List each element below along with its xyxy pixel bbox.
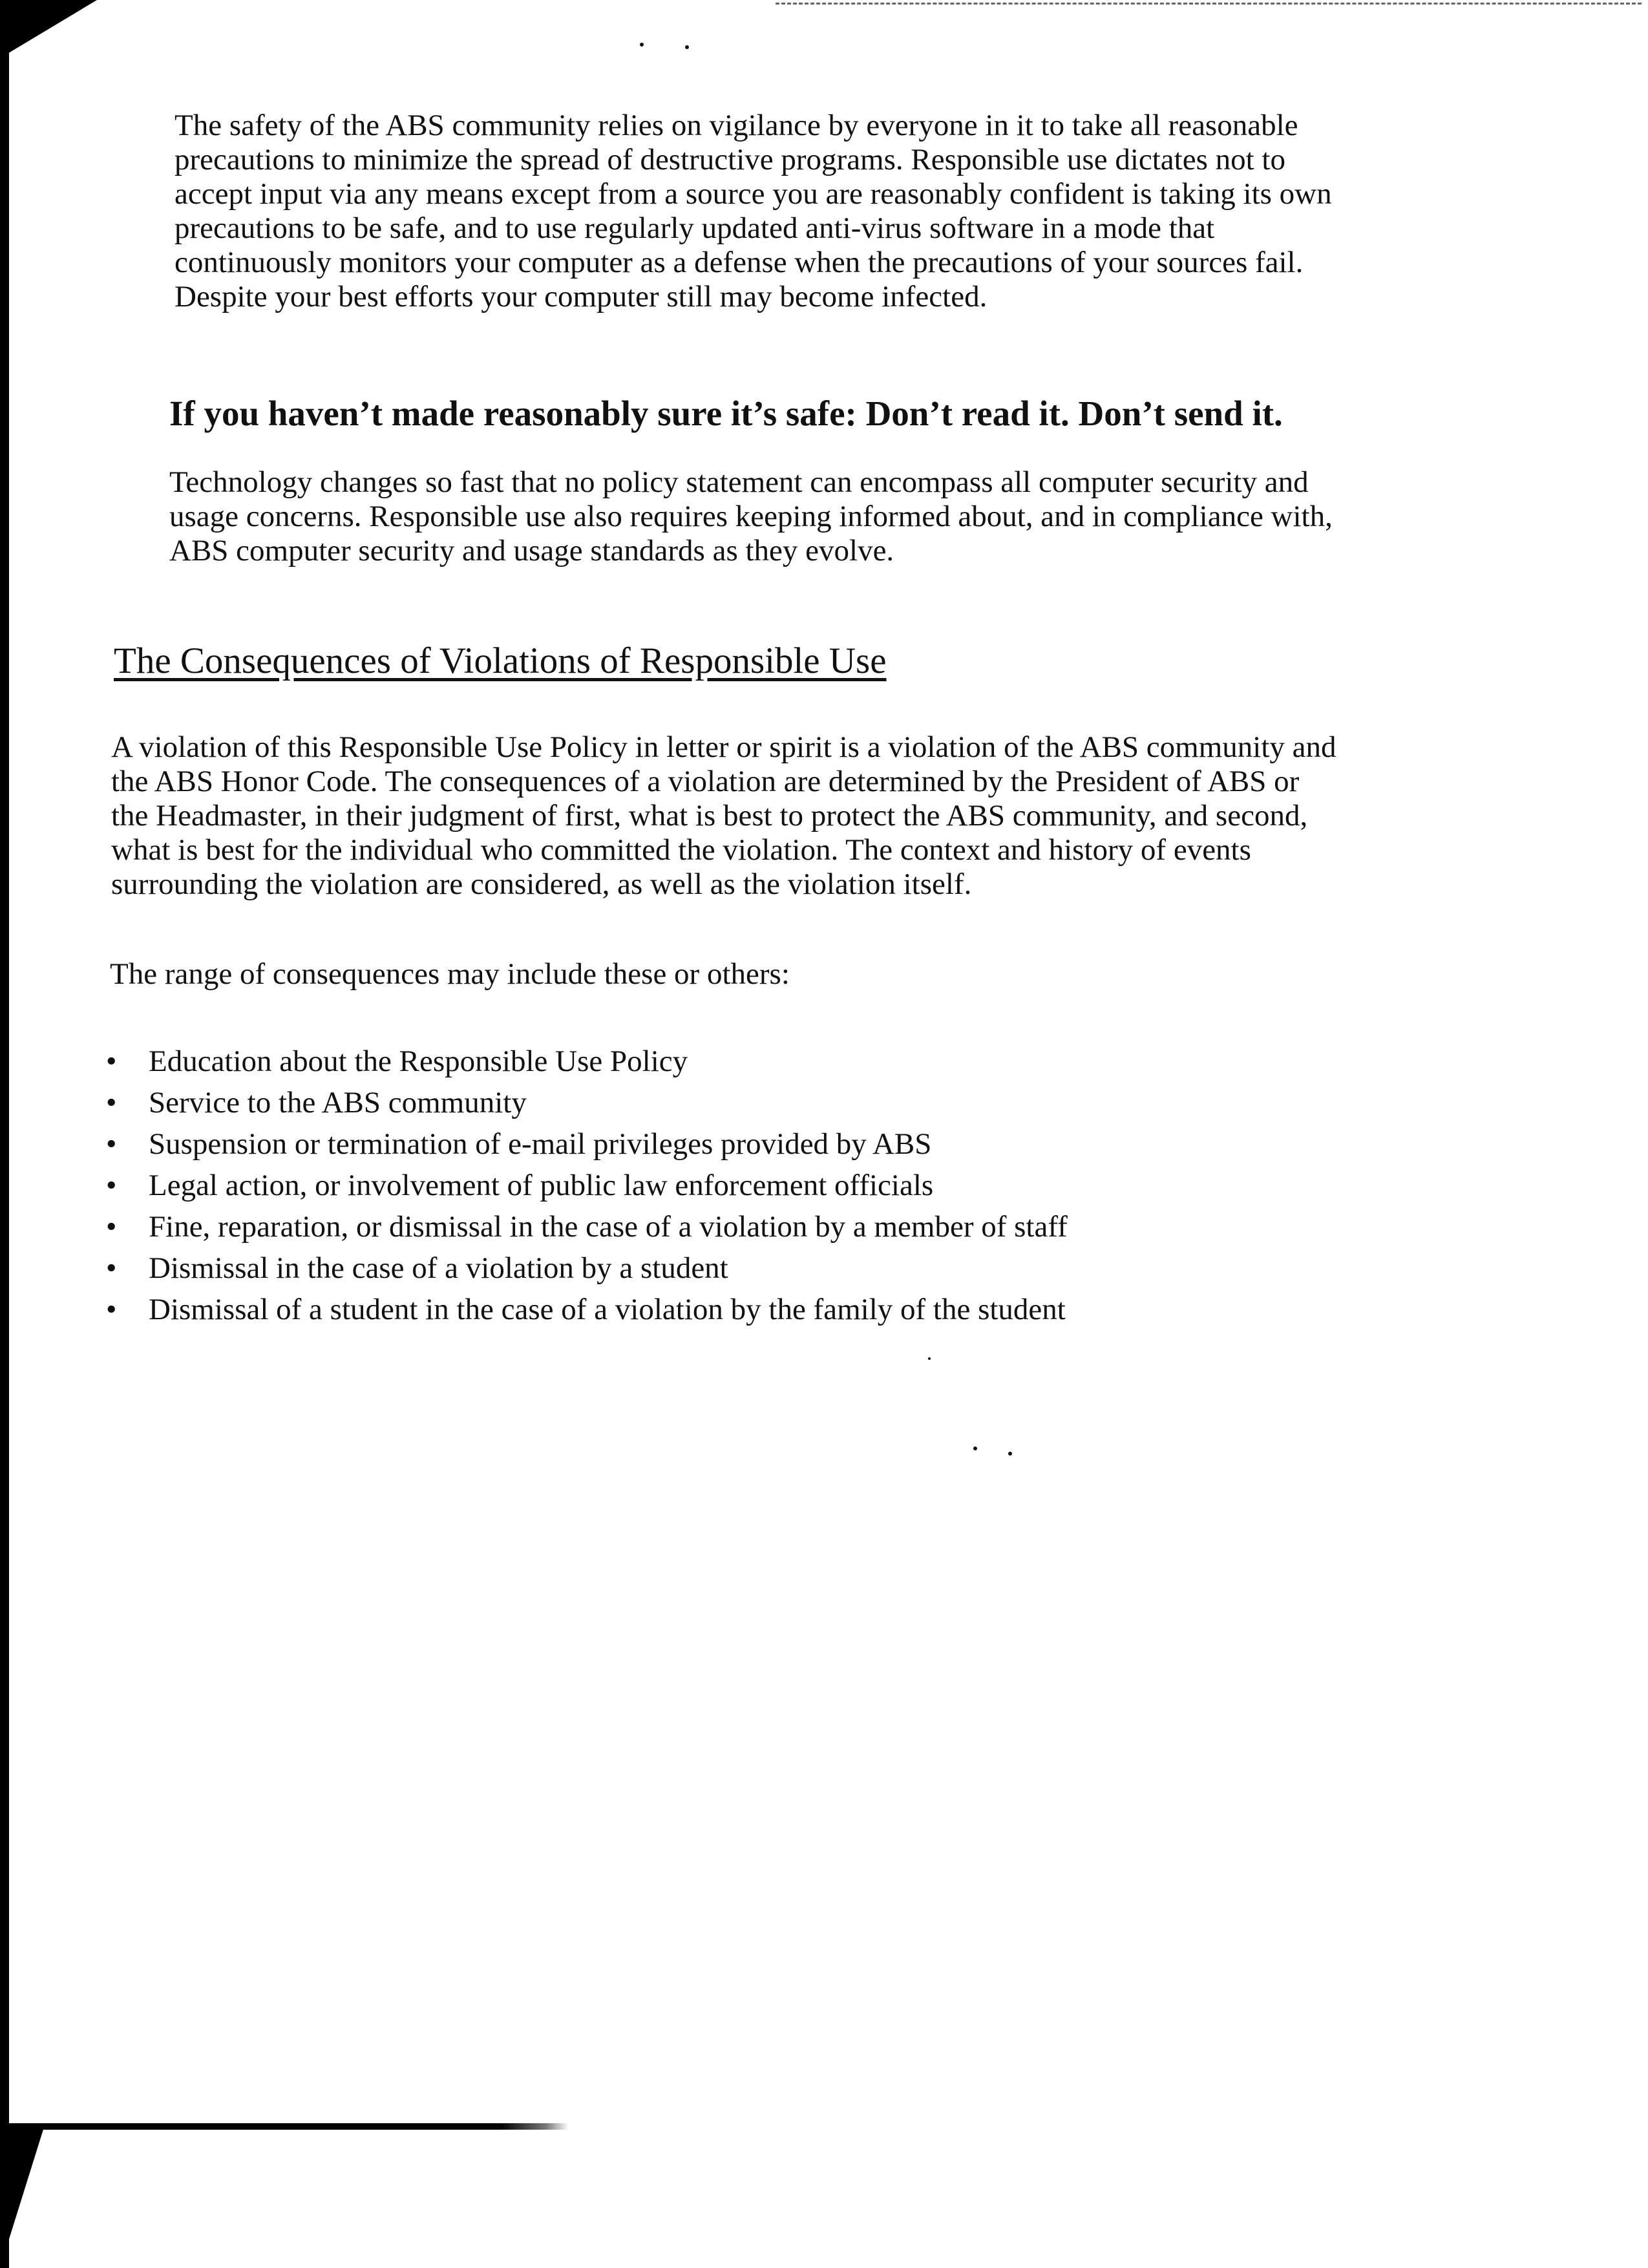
list-item-text: Education about the Responsible Use Policy bbox=[149, 1044, 688, 1078]
scan-speck bbox=[928, 1357, 931, 1360]
bullet-icon: • bbox=[106, 1127, 117, 1161]
scan-speck bbox=[685, 45, 689, 49]
scan-speck bbox=[973, 1447, 977, 1450]
list-item-text: Dismissal in the case of a violation by a student bbox=[149, 1251, 728, 1285]
violation-paragraph bbox=[111, 730, 1336, 902]
paragraph-line: A violation of this Responsible Use Policy in letter or spirit is a violation of the ABS community and bbox=[111, 730, 1336, 764]
paragraph-line: Technology changes so fast that no policy statement can encompass all computer security and bbox=[169, 465, 1309, 499]
paragraph-line: usage concerns. Responsible use also requires keeping informed about, and in compliance with, bbox=[169, 500, 1333, 533]
scan-speck bbox=[1008, 1452, 1012, 1456]
paragraph-line: surrounding the violation are considered, as well as the violation itself. bbox=[111, 867, 972, 901]
paragraph-line: The safety of the ABS community relies on vigilance by everyone in it to take all reasonable bbox=[174, 109, 1298, 142]
paragraph-line: continuously monitors your computer as a defense when the precautions of your sources fail. bbox=[174, 246, 1304, 279]
safety-paragraph bbox=[174, 109, 1332, 314]
paragraph-line: the Headmaster, in their judgment of first, what is best to protect the ABS community, and second, bbox=[111, 799, 1308, 832]
scan-shadow-left-edge bbox=[0, 0, 9, 2268]
list-item bbox=[103, 1289, 1068, 1330]
paragraph-line: precautions to minimize the spread of destructive programs. Responsible use dictates not to bbox=[174, 143, 1285, 176]
consequences-intro: The range of consequences may include these or others: bbox=[110, 957, 790, 991]
list-item bbox=[103, 1123, 1068, 1165]
list-item bbox=[103, 1082, 1068, 1123]
scan-speck bbox=[640, 43, 644, 47]
paragraph-line: Despite your best efforts your computer still may become infected. bbox=[174, 280, 988, 313]
paragraph-line: precautions to be safe, and to use regularly updated anti-virus software in a mode that bbox=[174, 211, 1215, 245]
list-item-text: Suspension or termination of e-mail privileges provided by ABS bbox=[149, 1127, 932, 1161]
paragraph-line: what is best for the individual who committed the violation. The context and history of events bbox=[111, 833, 1251, 867]
bullet-icon: • bbox=[106, 1044, 117, 1078]
technology-paragraph bbox=[169, 465, 1333, 568]
bullet-icon: • bbox=[106, 1169, 117, 1202]
list-item-text: Legal action, or involvement of public law enforcement officials bbox=[149, 1169, 934, 1202]
list-item-text: Service to the ABS community bbox=[149, 1086, 527, 1119]
paragraph-line: ABS computer security and usage standards as they evolve. bbox=[169, 534, 894, 567]
paragraph-line: the ABS Honor Code. The consequences of a violation are determined by the President of ABS or bbox=[111, 765, 1300, 798]
bullet-icon: • bbox=[106, 1251, 117, 1285]
list-item bbox=[103, 1165, 1068, 1206]
list-item-text: Dismissal of a student in the case of a violation by the family of the student bbox=[149, 1293, 1066, 1326]
scan-shadow-bottom-edge bbox=[0, 2123, 569, 2130]
paragraph-line: accept input via any means except from a source you are reasonably confident is taking its own bbox=[174, 177, 1332, 211]
bullet-icon: • bbox=[106, 1293, 117, 1326]
consequence-list bbox=[103, 1041, 1068, 1330]
list-item-text: Fine, reparation, or dismissal in the case of a violation by a member of staff bbox=[149, 1210, 1068, 1244]
list-item bbox=[103, 1041, 1068, 1082]
scan-top-border-line bbox=[776, 3, 1642, 5]
section-heading: The Consequences of Violations of Responsible Use bbox=[114, 641, 887, 681]
scan-shadow-top-corner bbox=[0, 0, 97, 58]
safety-warning-line: If you haven’t made reasonably sure it’s safe: Don’t read it. Don’t send it. bbox=[169, 394, 1283, 433]
bullet-icon: • bbox=[106, 1210, 117, 1244]
bullet-icon: • bbox=[106, 1086, 117, 1119]
scan-shadow-bottom-corner bbox=[0, 2123, 45, 2268]
list-item bbox=[103, 1247, 1068, 1289]
list-item bbox=[103, 1206, 1068, 1247]
